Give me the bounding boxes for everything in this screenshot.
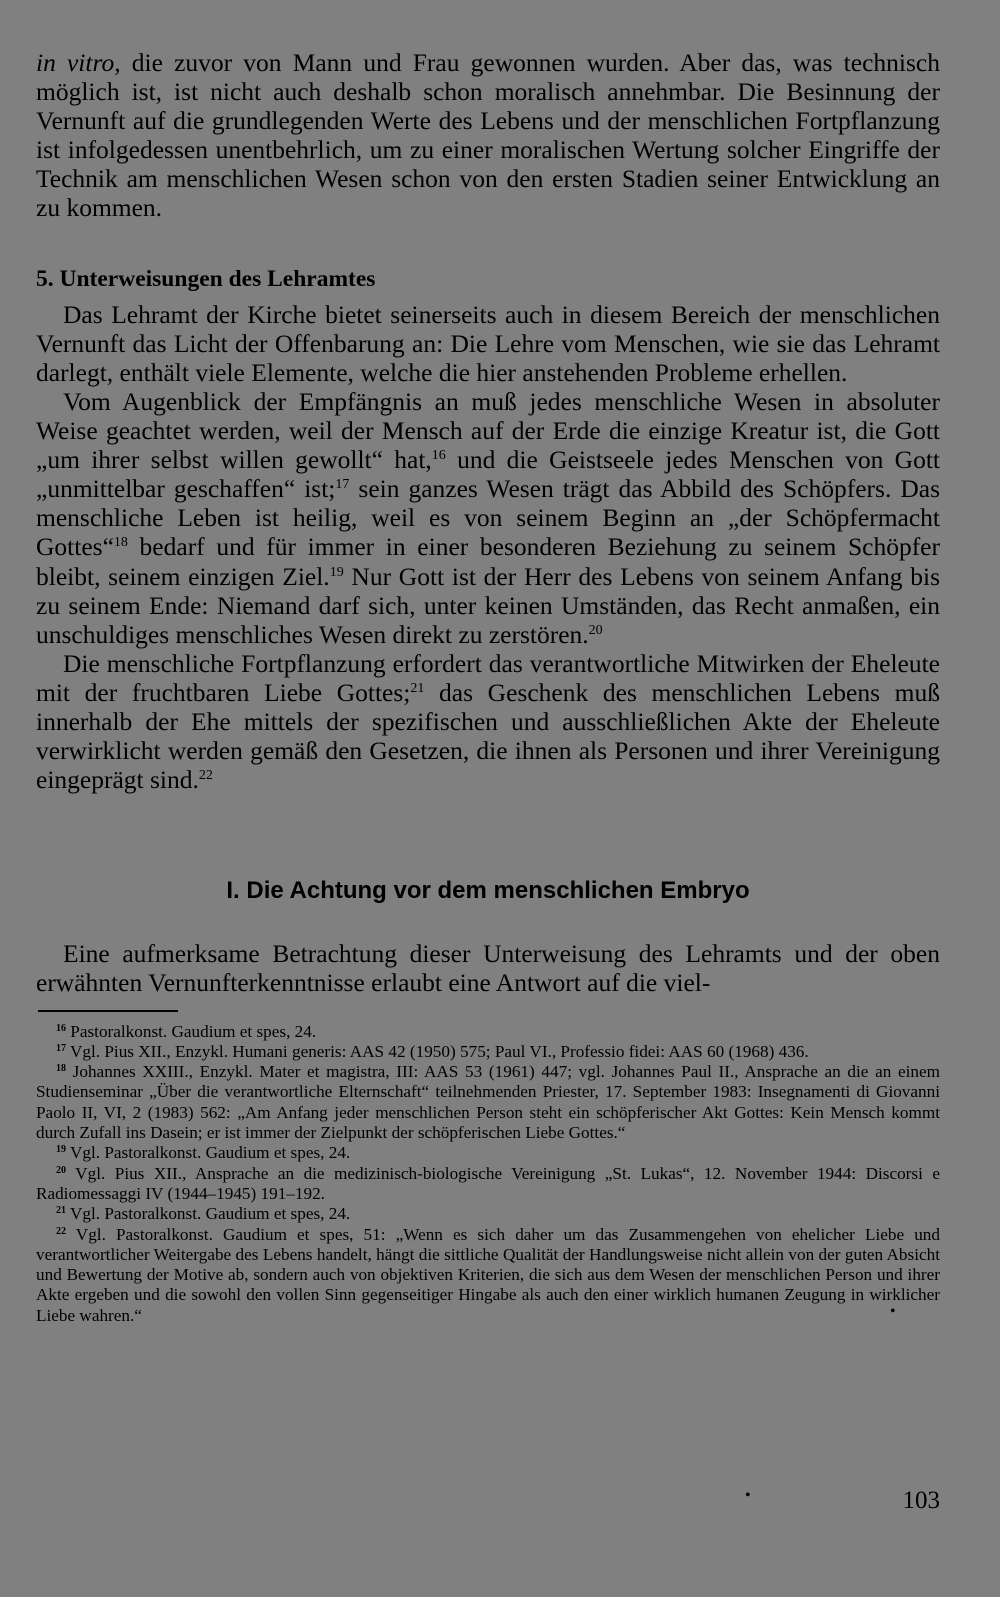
intro-text: die zuvor von Mann und Frau gewonnen wurden. Aber das, was technisch möglich ist, ist nicht auch deshalb schon moralisch annehmbar. Die Besinnung der Vernunft auf die grundlegenden Werte des Lebens und der menschlichen Fortpflanzung ist infolgedessen unentbehrlich, um zu einer moralischen Wertung solcher Eingriffe der Technik am menschlichen Wesen schon von den ersten Stadien seiner Entwicklung an zu kommen. [36, 48, 940, 223]
section-5-heading: 5. Unterweisungen des Lehramtes [36, 265, 376, 292]
footnote-text: Johannes XXIII., Enzykl. Mater et magistra, III: AAS 53 (1961) 447; vgl. Johannes Paul II., Ansprache an die an einem Studienseminar „Über die verantwortliche Elternschaft“ teilnehmenden Priester, 17. September 1983: Insegnamenti di Giovanni Paolo II, VI, 2 (1983) 562: „Am Anfang jeder menschlichen Person steht ein schöpferischer Akt Gottes: Kein Mensch kommt durch Zufall ins Dasein; er ist immer der Zielpunkt der schöpferischen Liebe Gottes.“ [36, 1062, 940, 1143]
section-5-paragraph-1: Das Lehramt der Kirche bietet seinerseits auch in diesem Bereich der menschlichen Vernunft das Licht der Offenbarung an: Die Lehre vom Menschen, wie sie das Lehramt darlegt, enthält viele Elemente, welche die hier anstehenden Probleme erhellen. [36, 299, 940, 387]
text-run: das Geschenk des menschlichen Lebens muß innerhalb der Ehe mittels der spezifischen und ausschließlichen Akte der Eheleute verwirklicht werden gemäß den Gesetzen, die ihnen als Personen und ihrer Vereinigung eingeprägt sind. [36, 677, 940, 795]
footnote-21 [36, 1204, 940, 1224]
footnote-number: 22 [56, 1225, 66, 1237]
footnote-ref-21: 21 [410, 680, 425, 696]
text-run: bedarf und für immer in einer besonderen Beziehung zu seinem Schöpfer bleibt, seinem einzigen Ziel. [36, 532, 940, 591]
footnote-ref-19: 19 [329, 564, 344, 580]
footnote-text: Pastoralkonst. Gaudium et spes, 24. [66, 1021, 317, 1041]
footnote-text: Vgl. Pastoralkonst. Gaudium et spes, 24. [66, 1143, 351, 1163]
footnote-18 [36, 1062, 940, 1143]
footnote-text: Vgl. Pius XII., Enzykl. Humani generis: AAS 42 (1950) 575; Paul VI., Professio fidei: AAS 60 (1968) 436. [66, 1041, 809, 1061]
page-number: 103 [902, 1487, 940, 1514]
footnote-ref-20: 20 [588, 622, 603, 638]
main-text [36, 48, 940, 998]
footnote-ref-17: 17 [335, 477, 350, 493]
footnote-text: Vgl. Pastoralkonst. Gaudium et spes, 24. [66, 1204, 351, 1224]
footnote-22 [36, 1225, 940, 1326]
section-5-paragraph-3 [36, 649, 940, 794]
footnote-number: 17 [56, 1042, 66, 1054]
text-run: Vom Augenblick der Empfängnis an muß jedes menschliche Wesen in absoluter Weise geachtet werden, weil der Mensch auf der Erde die einzige Kreatur ist, die Gott „um ihrer selbst willen gewollt“ hat, [36, 386, 940, 475]
page-content [36, 48, 940, 1326]
section-I-heading: I. Die Achtung vor dem menschlichen Embryo [226, 877, 750, 905]
footnote-divider [38, 1010, 178, 1012]
text-run: Nur Gott ist der Herr des Lebens von seinem Anfang bis zu seinem Ende: Niemand darf sich, unter keinen Umständen, das Recht anmaßen, ein unschuldiges menschliches Wesen direkt zu zerstören. [36, 561, 940, 649]
text-run: und die Geistseele jedes Menschen von Gott „unmittelbar geschaffen“ ist; [36, 445, 940, 504]
footnote-number: 21 [56, 1205, 66, 1217]
footnote-16 [36, 1022, 940, 1042]
footnotes [36, 1022, 940, 1326]
text-run: Die menschliche Fortpflanzung erfordert das verantwortliche Mitwirken der Eheleute mit der fruchtbaren Liebe Gottes; [36, 648, 940, 707]
footnote-ref-22: 22 [198, 768, 213, 784]
scan-speck: • [890, 1303, 896, 1320]
section-I-paragraph-1: Eine aufmerksame Betrachtung dieser Unterweisung des Lehramts und der oben erwähnten Vernunfterkenntnisse erlaubt eine Antwort auf die viel- [36, 939, 940, 998]
footnote-ref-16: 16 [431, 448, 446, 464]
footnote-number: 20 [56, 1164, 66, 1176]
footnote-number: 18 [56, 1063, 66, 1075]
footnote-text: Vgl. Pius XII., Ansprache an die medizinisch-biologische Vereinigung „St. Lukas“, 12. November 1944: Discorsi e Radiomessaggi IV (1944–1945) 191–192. [36, 1163, 940, 1203]
intro-italic: in vitro, [36, 48, 121, 77]
text-run: sein ganzes Wesen trägt das Abbild des Schöpfers. Das menschliche Leben ist heilig, weil es von seinem Beginn an „der Schöpfermacht Gottes“ [36, 474, 940, 562]
scan-speck: • [745, 1487, 751, 1504]
footnote-ref-18: 18 [113, 535, 128, 551]
footnote-text: Vgl. Pastoralkonst. Gaudium et spes, 51: „Wenn es sich daher um das Zusammengehen von ehelicher Liebe und verantwortlicher Weitergabe des Lebens handelt, hängt die sittliche Qualität der Handlungsweise nicht allein von der guten Absicht und Bewertung der Motive ab, sondern auch von objektiven Kriterien, die sich aus dem Wesen der menschlichen Person und ihrer Akte ergeben und die sowohl den vollen Sinn gegenseitiger Hingabe als auch den einer wirklich humanen Zeugung in wirklicher Liebe wahren.“ [36, 1224, 940, 1325]
footnote-17 [36, 1042, 940, 1062]
footnote-number: 16 [56, 1022, 66, 1034]
footnote-20 [36, 1164, 940, 1205]
section-5-paragraph-2 [36, 387, 940, 649]
intro-paragraph [36, 48, 940, 223]
footnote-number: 19 [56, 1144, 66, 1156]
footnote-19 [36, 1143, 940, 1163]
